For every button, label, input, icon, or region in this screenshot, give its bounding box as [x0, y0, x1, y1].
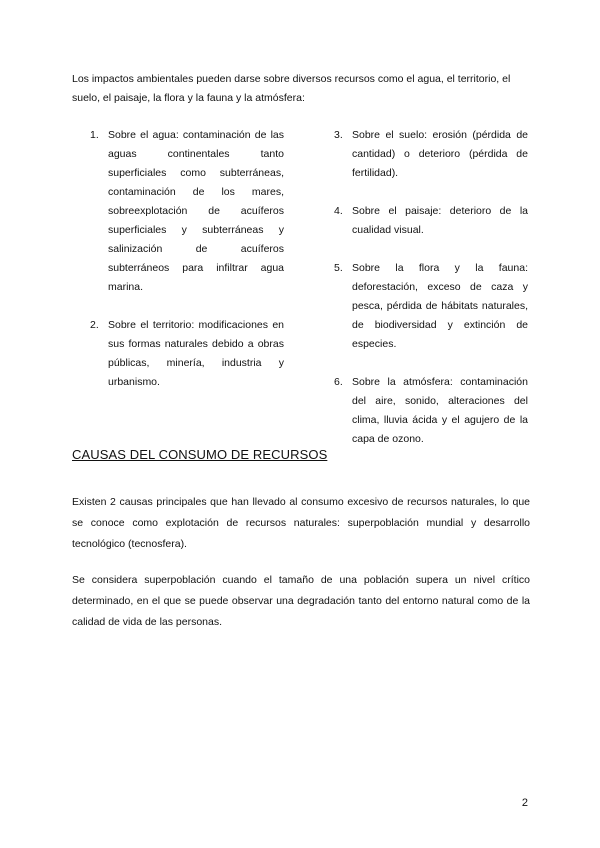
list-item-number: 6. — [334, 376, 343, 388]
list-item-number: 2. — [90, 319, 99, 331]
list-item-text: Sobre la atmósfera: contaminación del aire, sonido, alteraciones del clima, lluvia ácida y el agujero de la capa de ozono. — [352, 376, 528, 445]
list-item-number: 1. — [90, 129, 99, 141]
list-item-text: Sobre el territorio: modificaciones en sus formas naturales debido a obras públicas, minería, industria y urbanismo. — [108, 319, 284, 388]
section-title: CAUSAS DEL CONSUMO DE RECURSOS — [72, 447, 328, 462]
list-item — [90, 126, 284, 297]
list-item — [334, 373, 528, 449]
impacts-list-left — [90, 126, 284, 392]
impacts-list-right — [334, 126, 528, 449]
list-item-text: Sobre el paisaje: deterioro de la cualidad visual. — [352, 205, 528, 236]
list-item-text: Sobre el suelo: erosión (pérdida de cantidad) o deterioro (pérdida de fertilidad). — [352, 129, 528, 179]
intro-paragraph: Los impactos ambientales pueden darse sobre diversos recursos como el agua, el territorio, el suelo, el paisaje, la flora y la fauna y la atmósfera: — [72, 73, 511, 104]
list-item-number: 4. — [334, 205, 343, 217]
list-item — [334, 202, 528, 240]
list-item-text: Sobre la flora y la fauna: deforestación, exceso de caza y pesca, pérdida de hábitats naturales, de biodiversidad y extinción de especies. — [352, 262, 528, 350]
page-number: 2 — [521, 797, 528, 809]
body-paragraph: Se considera superpoblación cuando el tamaño de una población supera un nivel crítico determinado, en el que se puede observar una degradación tanto del entorno natural como de la calidad de vida de las personas. — [72, 574, 530, 628]
list-item — [334, 126, 528, 183]
list-item — [334, 259, 528, 354]
list-item-number: 5. — [334, 262, 343, 274]
list-item — [90, 316, 284, 392]
list-item-text: Sobre el agua: contaminación de las aguas continentales tanto superficiales como subterráneas, contaminación de los mares, sobreexplotación de acuíferos superficiales y subterráneas y salinización de acuíferos subterráneos para infiltrar agua marina. — [108, 129, 284, 293]
list-item-number: 3. — [334, 129, 343, 141]
body-paragraph: Existen 2 causas principales que han llevado al consumo excesivo de recursos naturales, lo que se conoce como explotación de recursos naturales: superpoblación mundial y desarrollo tecnológico (tecnosfera). — [72, 496, 530, 550]
